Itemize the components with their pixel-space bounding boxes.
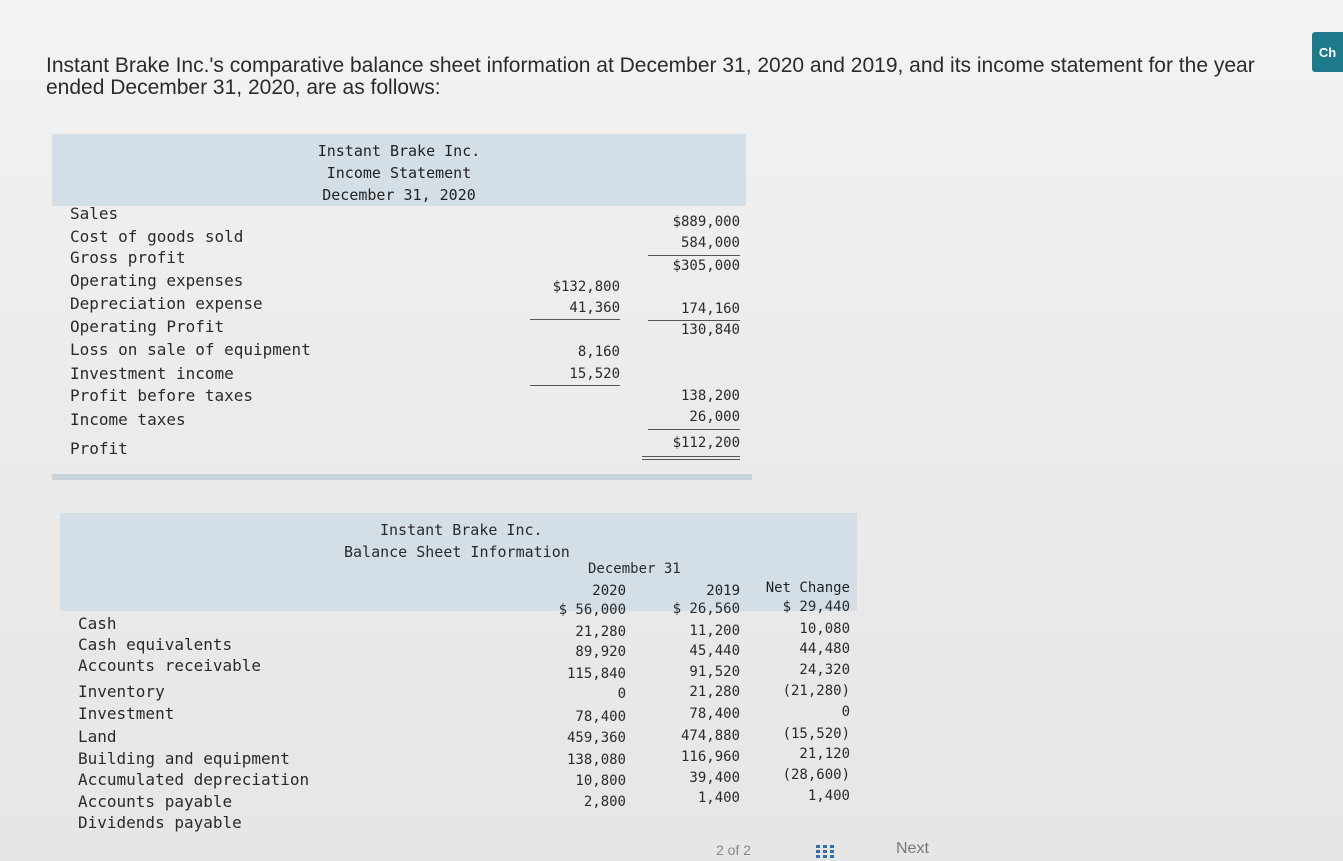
bs-row-label: Accounts payable bbox=[78, 792, 233, 811]
bs-row-change: 24,320 bbox=[799, 662, 850, 678]
bs-row-change: 21,120 bbox=[799, 746, 850, 762]
is-row-value: 584,000 bbox=[680, 235, 740, 251]
bs-col-2019: 2019 bbox=[706, 583, 740, 599]
is-bottom-border bbox=[52, 474, 752, 480]
bs-row-label: Inventory bbox=[78, 682, 165, 701]
bs-row-2020: 138,080 bbox=[566, 752, 626, 768]
is-row-value: 138,200 bbox=[680, 388, 740, 404]
is-row-value: $305,000 bbox=[672, 258, 740, 274]
is-row-value: 41,360 bbox=[569, 300, 620, 316]
bs-row-2020: 78,400 bbox=[575, 709, 626, 725]
bs-row-change: $ 29,440 bbox=[782, 599, 850, 615]
bs-row-change: (15,520) bbox=[782, 726, 850, 742]
is-row-value: $132,800 bbox=[552, 279, 620, 295]
is-row-label: Profit bbox=[70, 439, 128, 458]
side-tab-button[interactable]: Ch bbox=[1312, 32, 1343, 72]
bs-row-change: (28,600) bbox=[782, 767, 850, 783]
bs-row-2019: 21,280 bbox=[689, 684, 740, 700]
is-row-label: Cost of goods sold bbox=[70, 227, 244, 246]
is-subtotal-rule bbox=[530, 319, 620, 320]
is-subtotal-rule bbox=[648, 320, 740, 321]
bs-row-2020: 115,840 bbox=[566, 666, 626, 682]
bs-row-2020: 89,920 bbox=[575, 644, 626, 660]
bs-row-2019: 474,880 bbox=[680, 728, 740, 744]
bs-col-2020: 2020 bbox=[592, 583, 626, 599]
next-button[interactable]: Next bbox=[896, 840, 929, 857]
is-row-value: 15,520 bbox=[569, 366, 620, 382]
bs-row-label: Accumulated depreciation bbox=[78, 770, 310, 789]
bs-row-2020: $ 56,000 bbox=[558, 602, 626, 618]
is-row-label: Operating Profit bbox=[70, 317, 225, 336]
bs-row-2020: 2,800 bbox=[583, 794, 626, 810]
is-subtotal-rule bbox=[648, 429, 740, 430]
is-row-value: $889,000 bbox=[672, 214, 740, 230]
bs-row-2019: 116,960 bbox=[680, 749, 740, 765]
bs-title: Balance Sheet Information bbox=[344, 543, 570, 561]
bs-row-label: Land bbox=[78, 727, 117, 746]
balance-sheet-header bbox=[60, 513, 857, 611]
bs-row-2020: 10,800 bbox=[575, 773, 626, 789]
bs-row-change: 10,080 bbox=[799, 621, 850, 637]
bs-row-change: (21,280) bbox=[782, 683, 850, 699]
bs-row-label: Dividends payable bbox=[78, 813, 242, 832]
balance-sheet-table bbox=[60, 513, 857, 843]
is-subtotal-rule bbox=[648, 255, 740, 256]
bs-row-change: 44,480 bbox=[799, 641, 850, 657]
income-statement-header bbox=[52, 134, 746, 206]
is-row-value: 26,000 bbox=[689, 409, 740, 425]
bs-row-2019: 11,200 bbox=[689, 623, 740, 639]
is-row-label: Investment income bbox=[70, 364, 234, 383]
is-row-value: $112,200 bbox=[672, 435, 740, 451]
bs-company-name: Instant Brake Inc. bbox=[380, 521, 543, 539]
page-indicator: 2 of 2 bbox=[716, 842, 752, 858]
is-row-label: Profit before taxes bbox=[70, 386, 254, 405]
is-row-label: Sales bbox=[70, 204, 119, 223]
is-row-value: 174,160 bbox=[680, 301, 740, 317]
is-row-label: Operating expenses bbox=[70, 271, 244, 290]
bs-row-2020: 459,360 bbox=[566, 730, 626, 746]
bs-row-label: Accounts receivable bbox=[78, 656, 262, 675]
grid-menu-icon[interactable] bbox=[815, 844, 835, 858]
bs-row-change: 0 bbox=[841, 704, 850, 720]
is-company-name: Instant Brake Inc. bbox=[317, 142, 481, 160]
income-statement-table bbox=[52, 134, 746, 474]
bs-row-2020: 21,280 bbox=[575, 624, 626, 640]
is-row-label: Loss on sale of equipment bbox=[70, 340, 311, 359]
is-total-rule bbox=[642, 456, 740, 457]
bs-period-header: December 31 bbox=[588, 561, 681, 577]
bs-row-change: 1,400 bbox=[807, 788, 850, 804]
is-row-value: 8,160 bbox=[577, 344, 620, 360]
is-subtotal-rule bbox=[530, 385, 620, 386]
bs-row-2019: 78,400 bbox=[689, 706, 740, 722]
bs-row-2019: 91,520 bbox=[689, 664, 740, 680]
bs-row-label: Cash bbox=[78, 614, 117, 633]
is-row-label: Income taxes bbox=[70, 410, 186, 429]
bs-row-2019: $ 26,560 bbox=[672, 601, 740, 617]
bs-row-2020: 0 bbox=[617, 686, 626, 702]
is-title: Income Statement bbox=[326, 164, 472, 182]
bs-col-net-change: Net Change bbox=[765, 580, 850, 596]
bs-row-label: Cash equivalents bbox=[78, 635, 233, 654]
bs-row-label: Building and equipment bbox=[78, 749, 290, 768]
bs-row-2019: 39,400 bbox=[689, 770, 740, 786]
is-row-label: Gross profit bbox=[70, 248, 186, 267]
is-date: December 31, 2020 bbox=[322, 186, 476, 204]
is-row-label: Depreciation expense bbox=[70, 294, 263, 313]
bs-row-label: Investment bbox=[78, 704, 175, 723]
problem-intro-text: Instant Brake Inc.'s comparative balance sheet information at December 31, 2020 and 2019, and its income statement for the year ended December 31, 2020, are as follows: bbox=[46, 54, 1255, 99]
bs-row-2019: 1,400 bbox=[697, 790, 740, 806]
is-row-value: 130,840 bbox=[680, 322, 740, 338]
is-total-rule bbox=[642, 459, 740, 460]
bs-row-2019: 45,440 bbox=[689, 643, 740, 659]
